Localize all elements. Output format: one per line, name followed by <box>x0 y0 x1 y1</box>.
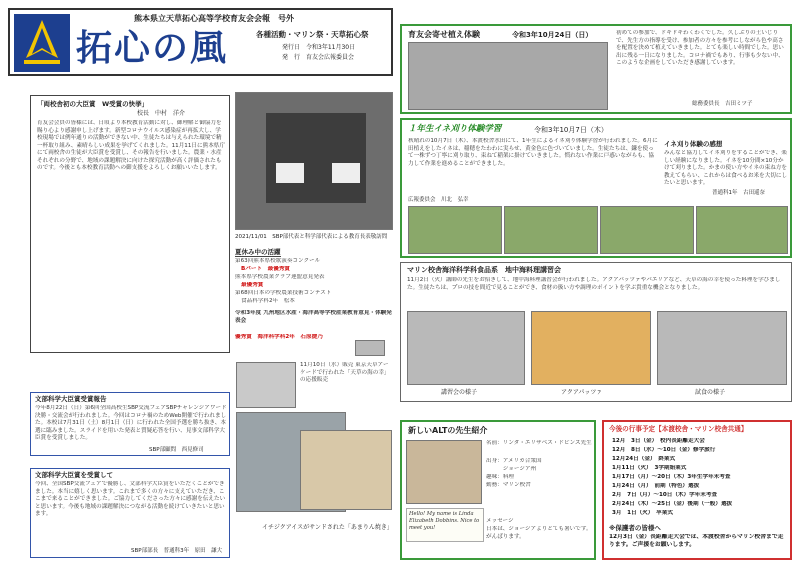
schedule-note-title: ※保護者の皆様へ <box>609 524 661 532</box>
schedule-row: 12月24日（金） 終業式 <box>612 456 676 462</box>
alt-card <box>406 508 484 542</box>
school-logo <box>14 14 70 72</box>
schedule-row: 2月24日（木）〜25日（金）後期（一般）選抜 <box>612 501 733 507</box>
marine-award-title: 令和3年度 九州地区水産・海洋高等学校産業教育意見・体験発表会 <box>235 310 392 324</box>
sbp-title: 文部科学大臣賞受賞報告 <box>35 395 107 403</box>
ice-caption: イチジクアイスがサンドされた「あまりん焼き」 <box>262 524 393 531</box>
schedule-row: 2月 7日（月）〜10日（木）学年末考査 <box>612 492 718 498</box>
marine-award-result: 優秀賞 海洋科学科2年 石原捷乃 <box>235 334 323 340</box>
alt-card-text: Hello! My name is Linda Elizabeth Dobbins. Nice to meet you! <box>409 511 480 532</box>
schedule-row: 1月17日（月）〜20日（木）3年生学年末考査 <box>612 474 731 480</box>
marine-fest-photo <box>531 311 651 385</box>
science-section <box>30 468 230 558</box>
marine-fest-photo <box>657 311 787 385</box>
schedule-section <box>602 420 792 560</box>
w-award-author: 校長 中村 洋介 <box>137 110 186 117</box>
rice-side-sign: 普通科1年 古田遥奈 <box>712 190 765 196</box>
rice-date: 令和3年10月7日（木） <box>534 126 608 134</box>
award-photo-caption: 2021/11/01 SBP部代表と科学部代表による教育長表敬訪問 <box>235 234 388 240</box>
alt-section <box>400 420 596 560</box>
schedule-note: 12月3日（金）長距離走大会では、本渡校舎からマリン校舎まで走ります。ご声援をお願いします。 <box>609 534 784 548</box>
marine-fest-body: 11月2日（火）講師の先生をお招きして、地中海料理講習会が行われました。アクアパッツァやパエリアなど、天草の海の幸を使った料理を学びました。生徒たちは、プロの技を間近で見ることができ、食材の扱い方や調理のポイントを学ぶ貴重な機会となりました。 <box>407 277 781 291</box>
summer-item: 第63回熊本県校歌演奏コンクール <box>235 258 321 264</box>
alt-line: 勤務：マリン校舎 <box>486 482 531 488</box>
w-award-title: 「両校舎初の大臣賞 W受賞の快挙」 <box>37 100 149 108</box>
summer-item: 熊本県学校農業クラブ連盟意見発表 <box>235 274 325 280</box>
planting-body: 初めての参加で、ドキドキわくわくでした。久しぶりの土いじりで、先生方の指導を受け、参加者の方々を参考にしながら色や高さを配置を決めて植えていきました。とても楽しい時間でした。思い出に残る一日になりました。コロナ禍でもあり、行事も少ない中、このような企画をしていただき感謝しています。 <box>616 30 784 67</box>
rice-body: 秋晴れの10月7日（木）、本渡校舎水田にて、1年生によるイネ刈り体験学習が行われました。6月に田植えをしたイネは、稲穂をたわわに実らせ、黄金色に色づいていました。生徒たちは、鎌を使って一株ずつ丁寧に刈り取り、束ねて稲架に掛けていきました。慣れない作業に戸惑いながらも、協力して作業を進めることができました。 <box>408 138 658 167</box>
school-name: 熊本県立天草拓心高等学校育友会会報 号外 <box>134 14 294 23</box>
issue-date: 発行日 令和3年11月30日 <box>282 44 356 51</box>
summer-item: Bパート 最優秀賞 <box>241 266 291 272</box>
alt-line: 日本は、ジョージアよりとても暑いです。がんばります。 <box>486 526 592 540</box>
planting-title: 育友会寄せ植え体験 <box>408 30 480 39</box>
w-award-body: 育友会会員の皆様には、日頃より本校教育活動に対し、御理解と御協力を賜り心より感謝申し上げます。新型コロナウイルス感染症が再拡大し、学校現場では例年通りの活動ができない中、生徒たちは与えられた環境で精一杯取り組み、素晴らしい成果を挙げてくれました。11月11日に熊本県庁にて両校舎の生徒が大臣賞を受賞し、その報告を行いました。農業・水産それぞれの分野で、地域の課題解決に向けた探究活動が高く評価されたものです。今後とも本校教育活動への御支援をよろしくお願いいたします。 <box>37 120 225 172</box>
planting-section <box>400 24 792 114</box>
rice-side-body: みんなと協力してイネ刈りをすることができ、楽しい経験になりました。イネを10分間×10分かけて刈りました。かまの使い方やイネの束ね方を教えてもらい、これからは食べるお米を大切にしたいと思います。 <box>664 150 788 187</box>
science-body: 今回、全国SBP交流フェアで優勝し、文部科学大臣賞をいただくことができました。本当に嬉しく思います。これまで多くの方々に支えていただき、ここまで来ることができました。ご協力してくださった方々に感謝を伝えたいと思います。今後も地域の課題解決につながる活動を続けていきたいと思います。 <box>35 481 226 518</box>
rice-photo <box>408 206 502 254</box>
alt-line: メッセージ <box>486 518 514 524</box>
planting-sign: 総務委員長 吉田ミツ子 <box>692 101 753 107</box>
rice-sign: 広報委員会 川北 弘幸 <box>408 197 469 203</box>
sbp-sign: SBP部顧問 西見修司 <box>149 447 204 453</box>
schedule-row: 1月11日（火） 3学期始業式 <box>612 465 687 471</box>
rice-side-title: イネ刈り体験の感想 <box>664 140 723 148</box>
planting-date: 令和3年10月24日（日） <box>512 31 593 39</box>
rice-photo <box>600 206 694 254</box>
schedule-row: 12月 3日（金） 校内長距離走大会 <box>612 438 705 444</box>
alt-line: 趣味：料理 <box>486 474 514 480</box>
ice-photo <box>300 430 392 510</box>
award-photo <box>235 92 393 230</box>
rice-section <box>400 118 792 258</box>
schedule-row: 3月 1日（火） 卒業式 <box>612 510 673 516</box>
schedule-row: 1月24日（月） 前期（特色）選抜 <box>612 483 700 489</box>
schedule-title: 今後の行事予定【本渡校舎・マリン校舎共通】 <box>609 425 748 433</box>
rice-photo <box>696 206 788 254</box>
marine-award-photo <box>355 340 385 356</box>
planting-photo <box>408 42 608 110</box>
summer-item: 食品科学科2年 松本 <box>241 298 295 304</box>
schedule-row: 12月 8日（水）〜10日（金）修学旅行 <box>612 447 716 453</box>
cards-caption: 11月10日（水）販売 東京天草アーケードで行われた「天草の海の幸」の応援販売 <box>300 362 390 384</box>
alt-line: 名前：リンダ・エリザベス・ドビンズ先生 <box>486 440 592 446</box>
sbp-section <box>30 392 230 456</box>
w-award-section <box>30 95 230 353</box>
header <box>8 8 393 76</box>
rice-title: １年生イネ刈り体験学習 <box>408 124 502 134</box>
newsletter-title: 拓心の風 <box>76 27 229 69</box>
marine-fest-section <box>400 262 792 402</box>
sbp-body: 今年8月22日（日）第6回全国高校生SBP交流フェアSBPチャレンジアワード決勝・交流会が行われました。今回はコロナ禍のためWeb開催で行われました。本校は7月31日（土）8月1日（日）に行われた全国予選を勝ち抜き、本選に臨みました。スライドを用いた発表と質疑応答を行い、見事文部科学大臣賞を受賞しました。 <box>35 405 227 442</box>
publisher: 発 行 育友会広報委員会 <box>282 54 355 61</box>
alt-line: 出身：アメリカ合衆国 <box>486 458 542 464</box>
marine-fest-photo <box>407 311 525 385</box>
marine-award <box>235 310 393 356</box>
alt-title: 新しいALTの先生紹介 <box>408 426 488 435</box>
cards-photo <box>236 362 296 408</box>
marine-fest-caption: 講習会の様子 <box>441 389 478 396</box>
summer-section <box>235 248 393 308</box>
marine-fest-title: マリン校舎海洋科学科食品系 地中海料理講習会 <box>407 266 561 274</box>
science-title: 文部科学大臣賞を受賞して <box>35 471 113 479</box>
alt-line: ジョージア州 <box>486 466 537 472</box>
science-sign: SBP部部長 普通科3年 原田 謙大 <box>131 548 223 554</box>
marine-fest-caption: 試食の様子 <box>695 389 726 396</box>
alt-photo <box>406 440 482 504</box>
summer-item: 第68回日本の学校農業技術コンテスト <box>235 290 332 296</box>
subtitle: 各種活動・マリン祭・天草拓心祭 <box>256 30 369 39</box>
rice-photo <box>504 206 598 254</box>
marine-fest-caption: アクアパッツァ <box>561 389 603 396</box>
summer-item: 最優秀賞 <box>241 282 264 288</box>
summer-title: 夏休み中の活躍 <box>235 248 281 256</box>
